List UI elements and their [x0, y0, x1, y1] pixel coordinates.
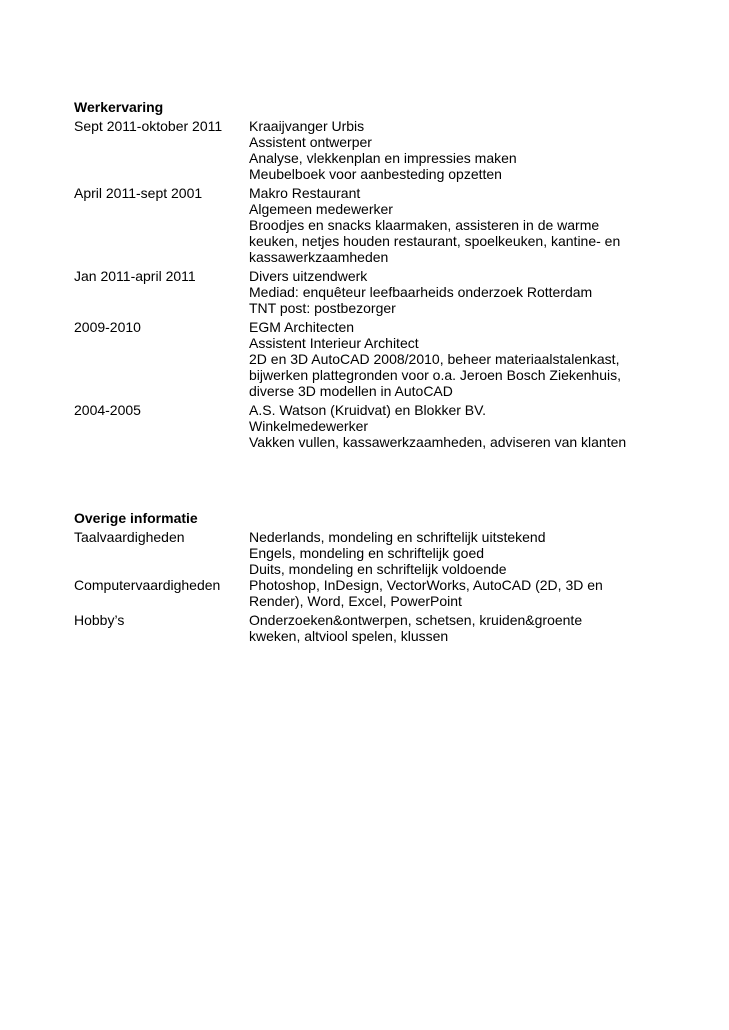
work-details — [249, 118, 674, 182]
work-description: Broodjes en snacks klaarmaken, assisteren in de warme — [249, 217, 600, 233]
work-entry — [74, 268, 674, 316]
work-details — [249, 319, 674, 399]
overige-section — [74, 510, 674, 644]
info-line: Nederlands, mondeling en schriftelijk uitstekend — [249, 529, 546, 545]
work-role: Algemeen medewerker — [249, 201, 393, 217]
info-details — [249, 612, 674, 644]
work-role: Assistent ontwerper — [249, 134, 372, 150]
info-details — [249, 577, 674, 609]
work-period: 2009-2010 — [74, 319, 141, 335]
info-line: Engels, mondeling en schriftelijk goed — [249, 545, 485, 561]
work-entry — [74, 402, 674, 450]
work-employer: Kraaijvanger Urbis — [249, 118, 365, 134]
work-description: bijwerken plattegronden voor o.a. Jeroen Bosch Ziekenhuis, — [249, 367, 621, 383]
work-employer: EGM Architecten — [249, 319, 355, 335]
info-line: Duits, mondeling en schriftelijk voldoende — [249, 561, 507, 577]
work-role: Assistent Interieur Architect — [249, 335, 419, 351]
work-details — [249, 268, 674, 316]
info-line: kweken, altviool spelen, klussen — [249, 628, 449, 644]
work-description: 2D en 3D AutoCAD 2008/2010, beheer materiaalstalenkast, — [249, 351, 620, 367]
work-entry — [74, 185, 674, 265]
info-entry — [74, 577, 674, 609]
work-details — [249, 402, 674, 450]
info-line: Render), Word, Excel, PowerPoint — [249, 593, 462, 609]
work-description: Vakken vullen, kassawerkzaamheden, adviseren van klanten — [249, 434, 627, 450]
info-label: Computervaardigheden — [74, 577, 221, 593]
section-title-werkervaring: Werkervaring — [74, 99, 164, 115]
work-description: Meubelboek voor aanbesteding opzetten — [249, 166, 502, 182]
work-entry — [74, 319, 674, 399]
work-period: April 2011-sept 2001 — [74, 185, 203, 201]
section-title-overige: Overige informatie — [74, 510, 198, 526]
info-label: Hobby’s — [74, 612, 125, 628]
work-period: Sept 2011-oktober 2011 — [74, 118, 223, 134]
info-entry — [74, 612, 674, 644]
work-role: Winkelmedewerker — [249, 418, 369, 434]
info-line: Onderzoeken&ontwerpen, schetsen, kruiden&groente — [249, 612, 583, 628]
work-period: Jan 2011-april 2011 — [74, 268, 196, 284]
werkervaring-section — [74, 99, 674, 450]
work-description: diverse 3D modellen in AutoCAD — [249, 383, 453, 399]
cv-page — [74, 99, 674, 644]
info-line: Photoshop, InDesign, VectorWorks, AutoCAD (2D, 3D en — [249, 577, 603, 593]
info-label: Taalvaardigheden — [74, 529, 185, 545]
work-employer: Makro Restaurant — [249, 185, 361, 201]
info-details — [249, 529, 674, 577]
work-description: kassawerkzaamheden — [249, 249, 389, 265]
work-description: keuken, netjes houden restaurant, spoelkeuken, kantine- en — [249, 233, 621, 249]
work-period: 2004-2005 — [74, 402, 141, 418]
work-employer: A.S. Watson (Kruidvat) en Blokker BV. — [249, 402, 487, 418]
work-description: Mediad: enquêteur leefbaarheids onderzoek Rotterdam — [249, 284, 593, 300]
work-entry — [74, 118, 674, 182]
work-employer: Divers uitzendwerk — [249, 268, 368, 284]
work-description: TNT post: postbezorger — [249, 300, 396, 316]
work-details — [249, 185, 674, 265]
info-entry — [74, 529, 674, 577]
work-description: Analyse, vlekkenplan en impressies maken — [249, 150, 517, 166]
